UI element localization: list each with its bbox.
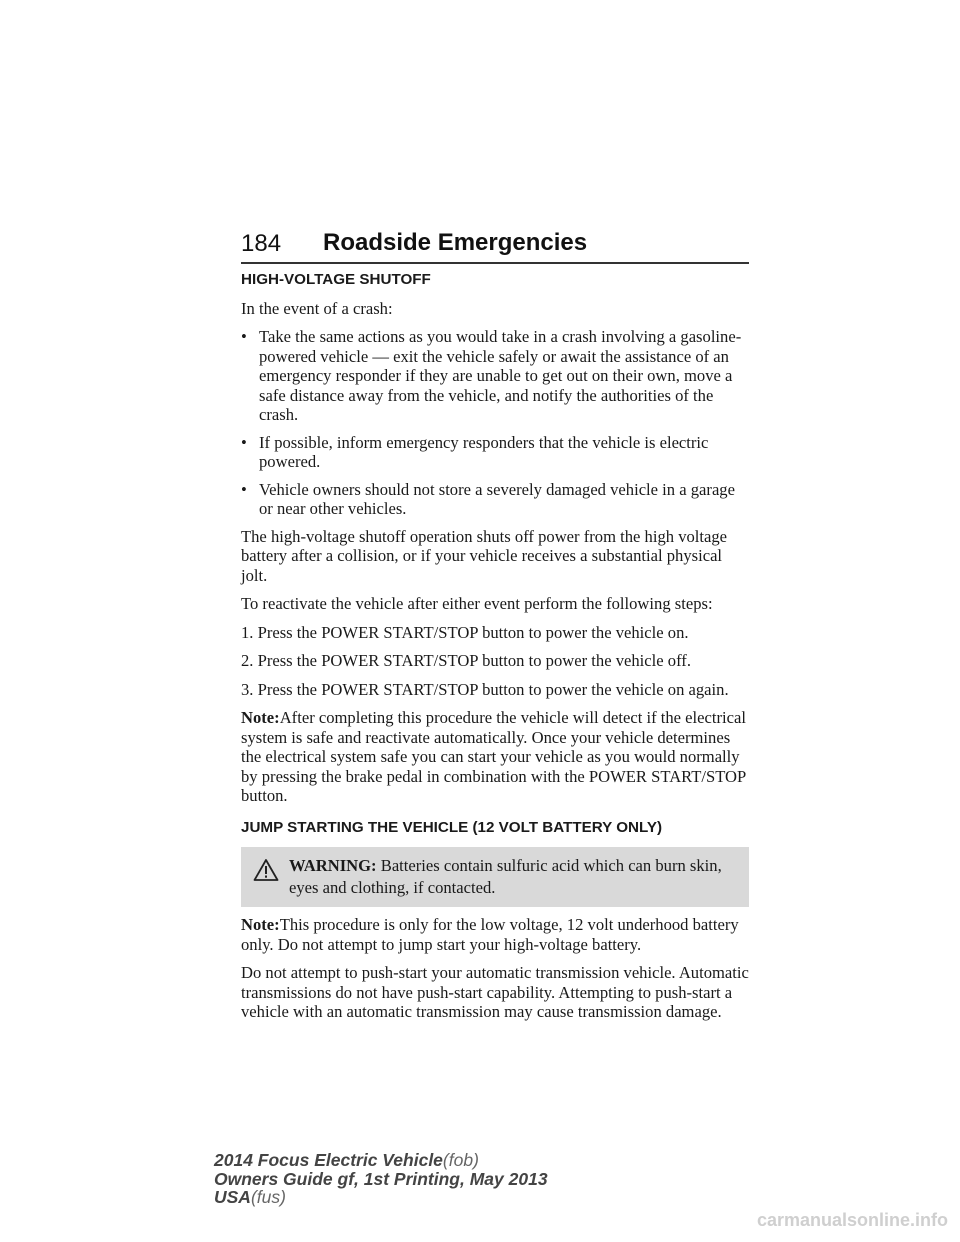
step-1: 1. Press the POWER START/STOP button to power the vehicle on.: [241, 622, 689, 642]
page-footer: [214, 1151, 548, 1207]
footer-region-code: (fus): [250, 1187, 286, 1207]
watermark: carmanualsonline.info: [756, 1210, 948, 1230]
section-title: Roadside Emergencies: [323, 229, 588, 256]
list-item-text: Take the same actions as you would take in a crash involving a gasoline-powered vehicle — exit the vehicle safely or await the assistance of an emergency responder if they are unable to get out on their own, move a safe distance away from the vehicle, and notify the authorities of the crash.: [259, 327, 742, 424]
note-label: Note:: [241, 915, 280, 934]
list-item: [241, 327, 749, 425]
footer-line-3: [214, 1188, 548, 1207]
list-item: [241, 433, 749, 472]
warning-label: WARNING:: [289, 856, 377, 875]
warning-triangle-icon: [253, 858, 279, 882]
intro-text: In the event of a crash:: [241, 298, 393, 318]
page-header: [241, 226, 749, 264]
note-text: This procedure is only for the low voltage, 12 volt underhood battery only. Do not attempt to jump start your high-voltage battery.: [241, 915, 739, 954]
step-2: 2. Press the POWER START/STOP button to power the vehicle off.: [241, 651, 691, 670]
warning-text: Batteries contain sulfuric acid which can burn skin, eyes and clothing, if contacted.: [289, 856, 722, 897]
step-3: 3. Press the POWER START/STOP button to power the vehicle on again.: [241, 679, 729, 699]
note-low-voltage: [241, 915, 749, 954]
shutoff-description: The high-voltage shutoff operation shuts off power from the high voltage battery after a collision, or if your vehicle receives a substantial physical jolt.: [241, 526, 728, 585]
list-item-text: Vehicle owners should not store a severely damaged vehicle in a garage or near other vehicles.: [259, 479, 735, 518]
warning-box: [241, 847, 749, 907]
footer-region: USA: [214, 1187, 251, 1207]
note-reactivation: [241, 708, 749, 806]
bullet-icon: •: [241, 479, 247, 499]
footer-printing: Owners Guide gf, 1st Printing, May 2013: [214, 1168, 548, 1189]
list-item: [241, 480, 749, 519]
page-content: [241, 270, 749, 1031]
bullet-icon: •: [241, 327, 247, 346]
bullet-icon: •: [241, 432, 247, 452]
list-item-text: If possible, inform emergency responders that the vehicle is electric powered.: [259, 432, 709, 471]
note-text: After completing this procedure the vehicle will detect if the electrical system is safe and reactivate automatically. Once your vehicle determines the electrical system safe you can start your vehicle as you would normally by pressing the brake pedal in combination with the POWER START/STOP button.: [241, 708, 746, 805]
push-start-warning: Do not attempt to push-start your automatic transmission vehicle. Automatic transmissions do not have push-start capability. Attempting to push-start a vehicle with an automatic transmission may cause transmission damage.: [241, 963, 749, 1021]
page-number: 184: [241, 230, 282, 257]
heading-high-voltage-shutoff: HIGH-VOLTAGE SHUTOFF: [241, 271, 431, 288]
heading-jump-starting: JUMP STARTING THE VEHICLE (12 VOLT BATTERY ONLY): [241, 818, 663, 836]
crash-actions-list: [241, 327, 749, 519]
reactivate-intro: To reactivate the vehicle after either event perform the following steps:: [241, 594, 713, 613]
footer-code: (fob): [442, 1150, 479, 1170]
note-label: Note:: [241, 708, 280, 727]
footer-line-1: [214, 1151, 548, 1170]
footer-vehicle: 2014 Focus Electric Vehicle: [214, 1150, 443, 1170]
footer-line-2: [214, 1170, 548, 1189]
